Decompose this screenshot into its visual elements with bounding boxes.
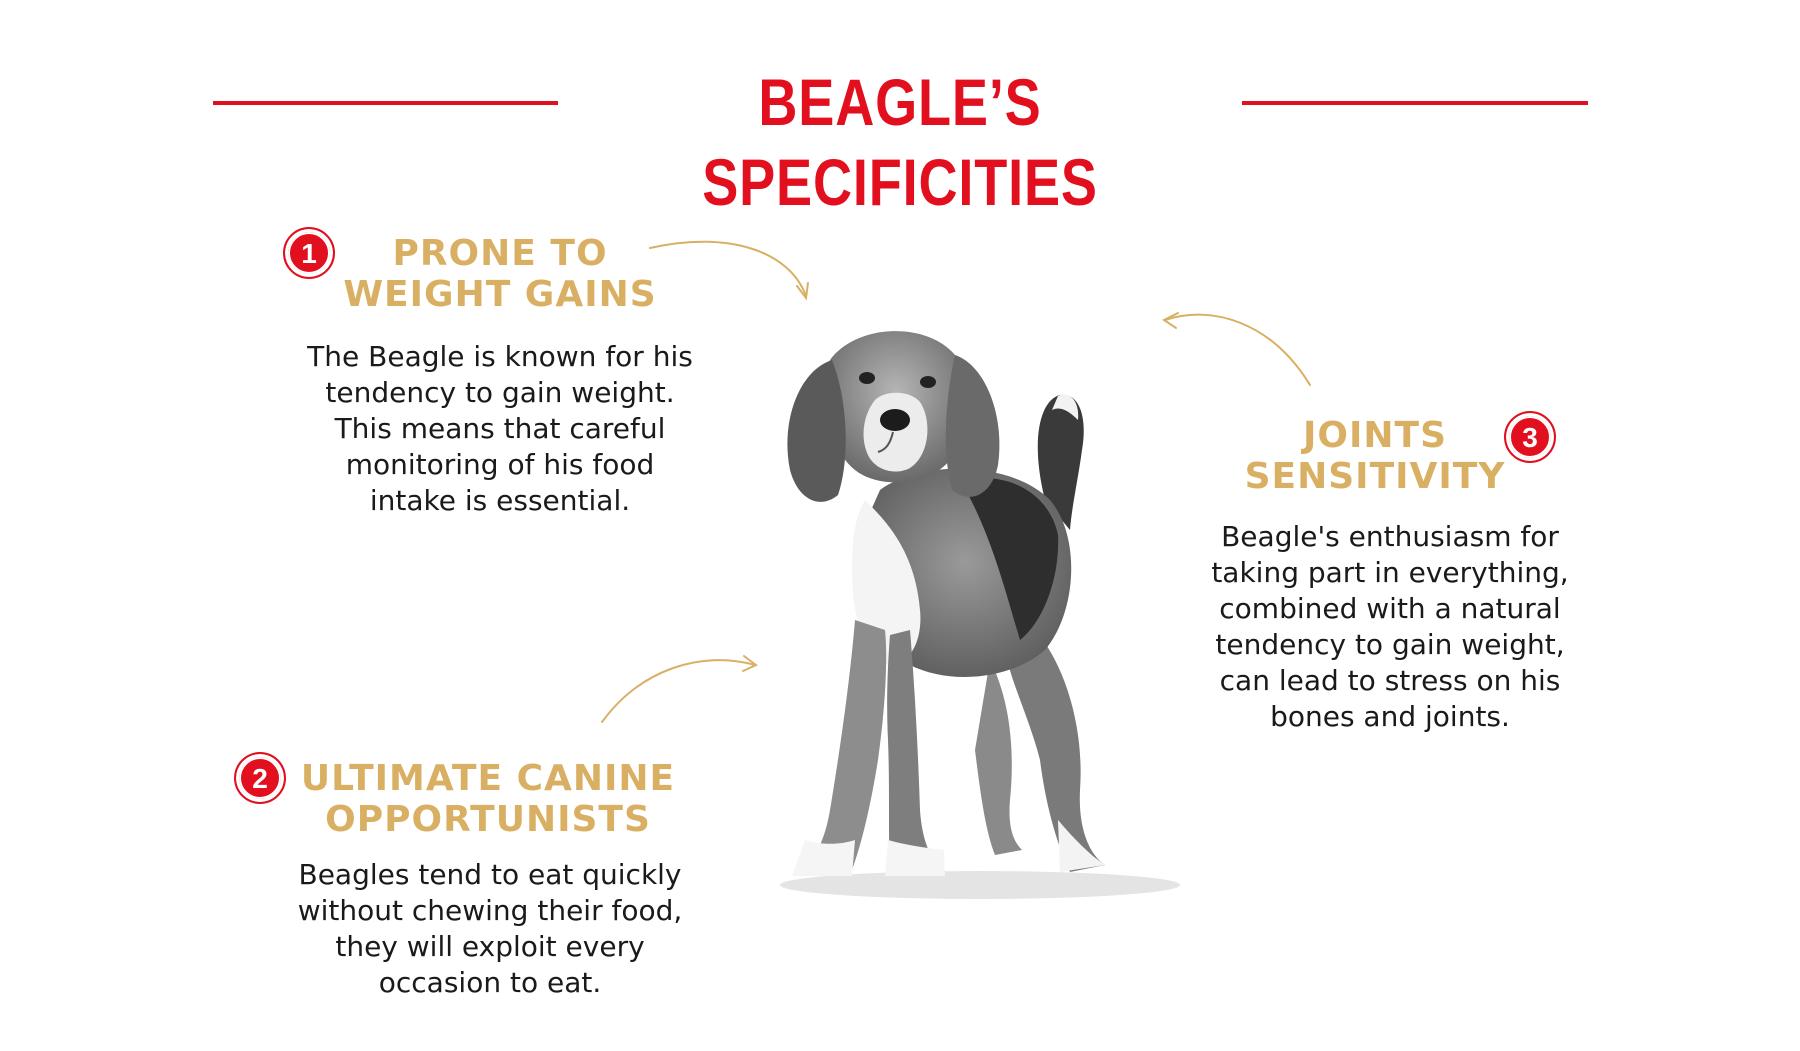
dog-muzzle (864, 393, 928, 472)
body-line: The Beagle is known for his (307, 340, 693, 373)
heading-line: JOINTS (1302, 415, 1447, 456)
page-title: BEAGLE’S SPECIFICITIES (702, 65, 1098, 219)
number-badge-3 (1504, 411, 1556, 463)
body-line: combined with a natural (1219, 592, 1561, 625)
body-line: Beagles tend to eat quickly (298, 858, 682, 891)
dog-eye-right (920, 376, 936, 388)
heading-line: SENSITIVITY (1244, 456, 1506, 497)
dog-ear-left (787, 360, 845, 502)
body-line: tendency to gain weight. (325, 376, 675, 409)
badge-number: 1 (301, 238, 317, 269)
heading-line: PRONE TO (392, 233, 608, 274)
badge-number: 3 (1522, 422, 1538, 453)
body-line: occasion to eat. (378, 966, 602, 999)
beagle-photo (760, 320, 1200, 920)
dog-front-leg-left (800, 620, 886, 875)
arrow-1-head (797, 283, 808, 298)
body-line: tendency to gain weight, (1215, 628, 1565, 661)
body-line: without chewing their food, (297, 894, 683, 927)
body-line: This means that careful (334, 412, 666, 445)
heading-line: OPPORTUNISTS (325, 799, 651, 840)
badge-number: 2 (252, 763, 268, 794)
heading-line: ULTIMATE CANINE (300, 758, 676, 799)
body-line: they will exploit every (335, 930, 645, 963)
body-line: can lead to stress on his (1219, 664, 1561, 697)
body-line: Beagle's enthusiasm for (1221, 520, 1559, 553)
number-badge-2 (234, 752, 286, 804)
arrow-2-curve (602, 660, 755, 722)
dog-back-leg-left (975, 660, 1022, 855)
dog-nose (880, 409, 910, 431)
body-line: monitoring of his food (345, 448, 655, 481)
dog-ear-right (946, 355, 1000, 497)
body-line: taking part in everything, (1211, 556, 1569, 589)
number-badge-1 (283, 227, 335, 279)
arrow-1-curve (650, 242, 806, 296)
body-line: bones and joints. (1270, 700, 1510, 733)
body-line: intake is essential. (369, 484, 631, 517)
dog-eye-left (859, 372, 875, 384)
heading-line: WEIGHT GAINS (343, 274, 657, 315)
